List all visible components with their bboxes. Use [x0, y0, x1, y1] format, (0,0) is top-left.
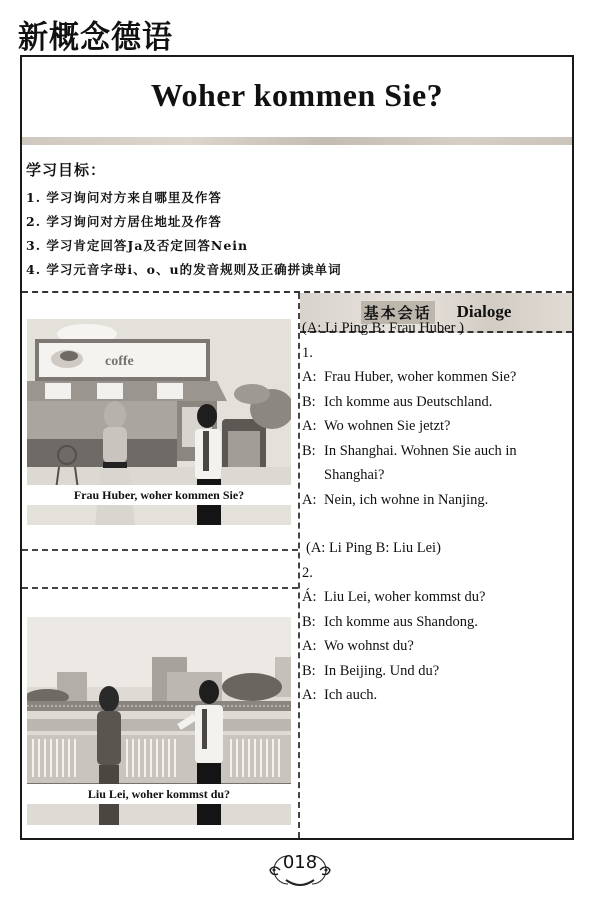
dialog-label-cn: 基本会话	[361, 301, 435, 324]
line-text: Liu Lei, woher kommst du?	[324, 589, 486, 605]
line-text: Ich auch.	[324, 687, 378, 703]
dialog-text	[302, 316, 517, 708]
dialog-line	[302, 585, 517, 610]
line-text: Ich komme aus Deutschland.	[324, 393, 493, 410]
speaker-label: A:	[302, 687, 317, 703]
speaker-label: A:	[302, 491, 317, 508]
line-text: Frau Huber, woher kommen Sie?	[324, 369, 517, 385]
lesson-title: Woher kommen Sie?	[150, 77, 444, 113]
objective-item: 3. 学习肯定回答Ja及否定回答Nein	[26, 238, 249, 253]
dialog-line	[302, 634, 517, 659]
dialog-line	[302, 683, 517, 708]
cafe-sign-text: coffe	[105, 354, 134, 369]
title-divider-band	[22, 137, 572, 145]
speaker-label: A:	[302, 369, 317, 385]
dialog-label-de: Dialoge	[456, 302, 512, 321]
illustration-caption: Frau Huber, woher kommen Sie?	[27, 485, 291, 505]
dialog-line	[302, 390, 517, 415]
line-text: Wo wohnen Sie jetzt?	[324, 418, 451, 434]
illustration-divider	[22, 587, 298, 589]
dialog-number: 1.	[302, 344, 313, 361]
page-number: 018	[282, 852, 318, 873]
illustration-cafe-scene	[27, 319, 291, 525]
dialog-number: 2.	[302, 564, 313, 581]
page-number-ornament	[268, 850, 332, 890]
speaker-label: A:	[302, 638, 317, 654]
dialog-line	[302, 414, 517, 439]
dialog-line	[302, 659, 517, 684]
book-title: 新概念德语	[18, 19, 173, 57]
illustration-divider	[22, 549, 298, 551]
speaker-label: B:	[302, 393, 316, 410]
line-text: In Shanghai. Wohnen Sie auch in	[324, 442, 517, 459]
objective-item: 4. 学习元音字母i、o、u的发音规则及正确拼读单词	[26, 262, 342, 277]
objective-item: 2. 学习询问对方居住地址及作答	[26, 214, 222, 229]
dialog-roles: (A: Li Ping B: Frau Huber )	[302, 320, 464, 336]
objective-item: 1. 学习询问对方来自哪里及作答	[26, 190, 222, 205]
objectives-heading: 学习目标：	[26, 161, 107, 179]
dialog-line	[302, 488, 517, 513]
illustration-riverside-scene	[27, 617, 291, 825]
dialog-line	[302, 365, 517, 390]
dialog-line	[302, 610, 517, 635]
line-text: In Beijing. Und du?	[324, 662, 440, 679]
dialog-line	[302, 463, 517, 488]
speaker-label: B:	[302, 662, 316, 679]
dialog-line	[302, 439, 517, 464]
line-text: Wo wohnst du?	[324, 638, 414, 654]
line-text: Ich komme aus Shandong.	[324, 613, 478, 630]
speaker-label: B:	[302, 613, 316, 630]
learning-objectives	[26, 159, 342, 282]
illustration-caption: Liu Lei, woher kommst du?	[27, 784, 291, 804]
speaker-label: A:	[302, 418, 317, 434]
line-text: Shanghai?	[324, 467, 385, 483]
line-text: Nein, ich wohne in Nanjing.	[324, 491, 489, 508]
dialog-roles: (A: Li Ping B: Liu Lei)	[306, 540, 441, 556]
column-divider	[298, 293, 300, 838]
speaker-label: B:	[302, 442, 316, 459]
speaker-label: Á:	[302, 589, 317, 605]
